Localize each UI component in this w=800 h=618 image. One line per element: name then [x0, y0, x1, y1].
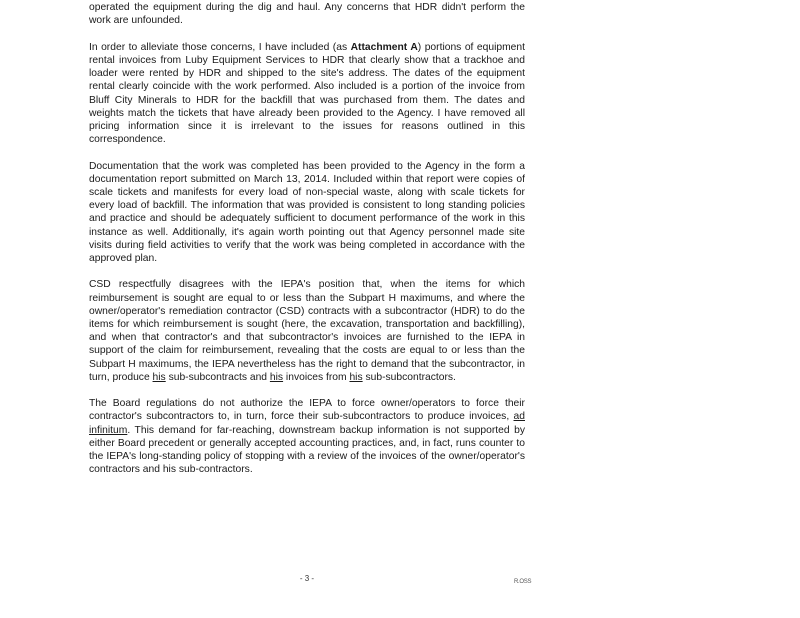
attachment-a-label: Attachment A — [350, 41, 418, 53]
page-number: - 3 - — [299, 574, 315, 583]
paragraph-documentation: Documentation that the work was completed has been provided to the Agency in the form a documentation report submitted on March 13, 2014. Included within that report were copies of scale tickets and manifests for every load of non-special waste, along with scale tickets for every load of backfill. The information that was provided is consistent to long standing policies and practice and should be adequately sufficient to document performance of the work in this instance as well. Additionally, it's again worth pointing out that Agency personnel made site visits during field activities to verify that the work was being completed in accordance with the approved plan. — [89, 160, 525, 265]
paragraph-board-regulations: The Board regulations do not authorize the IEPA to force owner/operators to force their contractor's subcontractors to, in turn, force their sub-subcontractors to produce invoices, ad infinitum. This demand for far-reaching, downstream backup information is not supported by either Board precedent or generally accepted accounting practices, and, in fact, runs counter to the IEPA's long-standing policy of stopping with a review of the invoices of the owner/operator's contractors and his sub-contractors. — [89, 398, 525, 476]
paragraph-site-observation: operated the equipment during the dig and haul. Any concerns that HDR didn't perform the work are unfounded. — [89, 2, 525, 27]
document-body — [89, 0, 525, 490]
paragraph-attachment-a: In order to alleviate those concerns, I have included (as Attachment A) portions of equipment rental invoices from Luby Equipment Services to HDR that clearly show that a trackhoe and loader were rented by HDR and shipped to the site's address. The dates of the equipment rental clearly coincide with the work performed. Also included is a portion of the invoice from Bluff City Minerals to HDR for the backfill that was purchased from them. The dates and weights match the tickets that have already been provided to the Agency. I have removed all pricing information since it is irrelevant to the issues for reasons outlined in this correspondence. — [89, 41, 525, 146]
paragraph-csd-disagreement: CSD respectfully disagrees with the IEPA's position that, when the items for which reimbursement is sought are equal to or less than the Subpart H maximums, and where the owner/operator's remediation contractor (CSD) contracts with a subcontractor (HDR) to do the items for which reimbursement is sought (here, the excavation, transportation and backfilling), and when that contractor's and that subcontractor's invoices are furnished to the IEPA in support of the claim for reimbursement, revealing that the costs are equal to or less than the Subpart H maximums, the IEPA nevertheless has the right to demand that the subcontractor, in turn, produce his sub-subcontracts and his invoices from his sub-subcontractors. — [89, 279, 525, 383]
document-stamp: R.OSS — [514, 579, 532, 585]
